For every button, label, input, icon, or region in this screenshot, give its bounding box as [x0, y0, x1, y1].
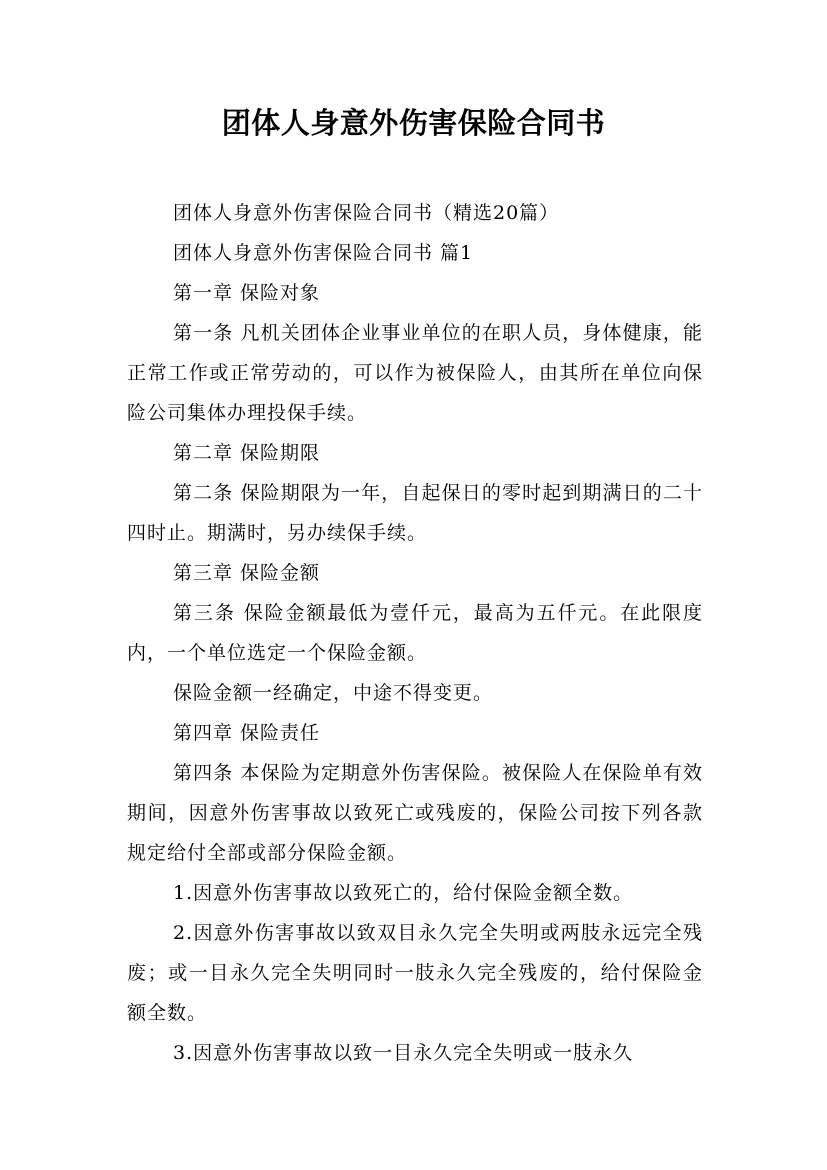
paragraph-clause-2: 2.因意外伤害事故以致双目永久完全失明或两肢永远完全残废；或一目永久完全失明同时一肢永久完全残废的，给付保险金额全数。 — [127, 922, 703, 1024]
paragraph-article-1: 第一条 凡机关团体企业事业单位的在职人员，身体健康，能正常工作或正常劳动的，可以作为被保险人，由其所在单位向保险公司集体办理投保手续。 — [127, 322, 703, 424]
paragraph-chapter-2: 第二章 保险期限 — [173, 442, 321, 464]
paragraph-clause-1: 1.因意外伤害事故以致死亡的，给付保险金额全数。 — [173, 882, 634, 904]
paragraph-article-2: 第二条 保险期限为一年，自起保日的零时起到期满日的二十四时止。期满时，另办续保手续。 — [127, 482, 703, 544]
paragraph-subtitle: 团体人身意外伤害保险合同书（精选20篇） — [173, 202, 560, 224]
document-body — [127, 193, 703, 1073]
paragraph-chapter-3: 第三章 保险金额 — [173, 562, 321, 584]
paragraph-section-heading: 团体人身意外伤害保险合同书 篇1 — [173, 242, 474, 264]
paragraph-chapter-4: 第四章 保险责任 — [173, 722, 321, 744]
document-title: 团体人身意外伤害保险合同书 — [221, 106, 606, 140]
paragraph-article-3: 第三条 保险金额最低为壹仟元，最高为五仟元。在此限度内，一个单位选定一个保险金额。 — [127, 602, 703, 664]
paragraph-clause-3: 3.因意外伤害事故以致一目永久完全失明或一肢永久 — [173, 1042, 634, 1064]
paragraph-chapter-1: 第一章 保险对象 — [173, 282, 321, 304]
paragraph-article-3-note: 保险金额一经确定，中途不得变更。 — [173, 682, 494, 704]
paragraph-article-4: 第四条 本保险为定期意外伤害保险。被保险人在保险单有效期间，因意外伤害事故以致死亡或残废的，保险公司按下列各款规定给付全部或部分保险金额。 — [127, 762, 703, 864]
